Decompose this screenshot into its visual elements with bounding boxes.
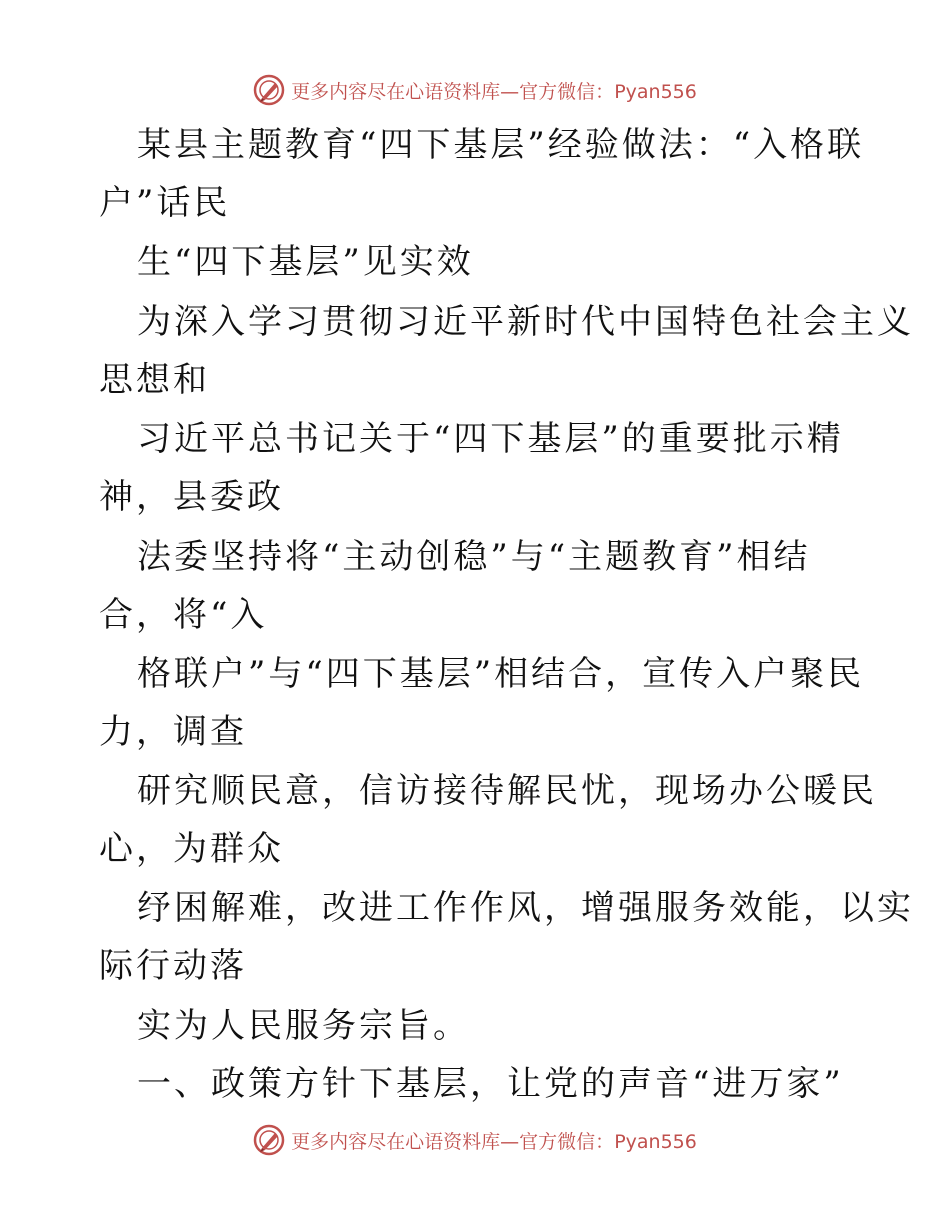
doc-line: 格联户”与“四下基层”相结合，宣传入户聚民 — [137, 654, 865, 694]
pen-logo-icon — [253, 1124, 285, 1156]
doc-line: 际行动落 — [99, 946, 247, 986]
doc-line: 神，县委政 — [99, 477, 284, 517]
doc-line: 为深入学习贯彻习近平新时代中国特色社会主义 — [137, 302, 914, 342]
doc-line: 生“四下基层”见实效 — [137, 242, 474, 282]
header-banner — [0, 70, 950, 110]
footer-banner — [0, 1120, 950, 1160]
doc-line: 习近平总书记关于“四下基层”的重要批示精 — [137, 419, 844, 459]
doc-line: 一、政策方针下基层，让党的声音“进万家” — [137, 1064, 844, 1104]
doc-line: 心，为群众 — [99, 829, 284, 869]
footer-wechat-id: Pyan556 — [614, 1130, 697, 1153]
doc-line: 力，调查 — [99, 712, 247, 752]
header-banner-text: 更多内容尽在心语资料库—官方微信：Pyan556 — [291, 80, 697, 103]
header-wechat-id: Pyan556 — [614, 80, 697, 103]
doc-line: 研究顺民意，信访接待解民忧，现场办公暖民 — [137, 771, 877, 811]
doc-line: 思想和 — [99, 360, 210, 400]
doc-line: 纾困解难，改进工作作风，增强服务效能，以实 — [137, 888, 914, 928]
doc-line: 法委坚持将“主动创稳”与“主题教育”相结 — [137, 537, 811, 577]
pen-logo-icon — [253, 74, 285, 106]
doc-line: 某县主题教育“四下基层”经验做法：“入格联 — [137, 125, 865, 165]
footer-banner-text: 更多内容尽在心语资料库—官方微信：Pyan556 — [291, 1130, 697, 1153]
doc-line: 实为人民服务宗旨。 — [137, 1006, 470, 1046]
doc-line: 户”话民 — [99, 183, 231, 223]
doc-line: 合，将“入 — [99, 595, 268, 635]
